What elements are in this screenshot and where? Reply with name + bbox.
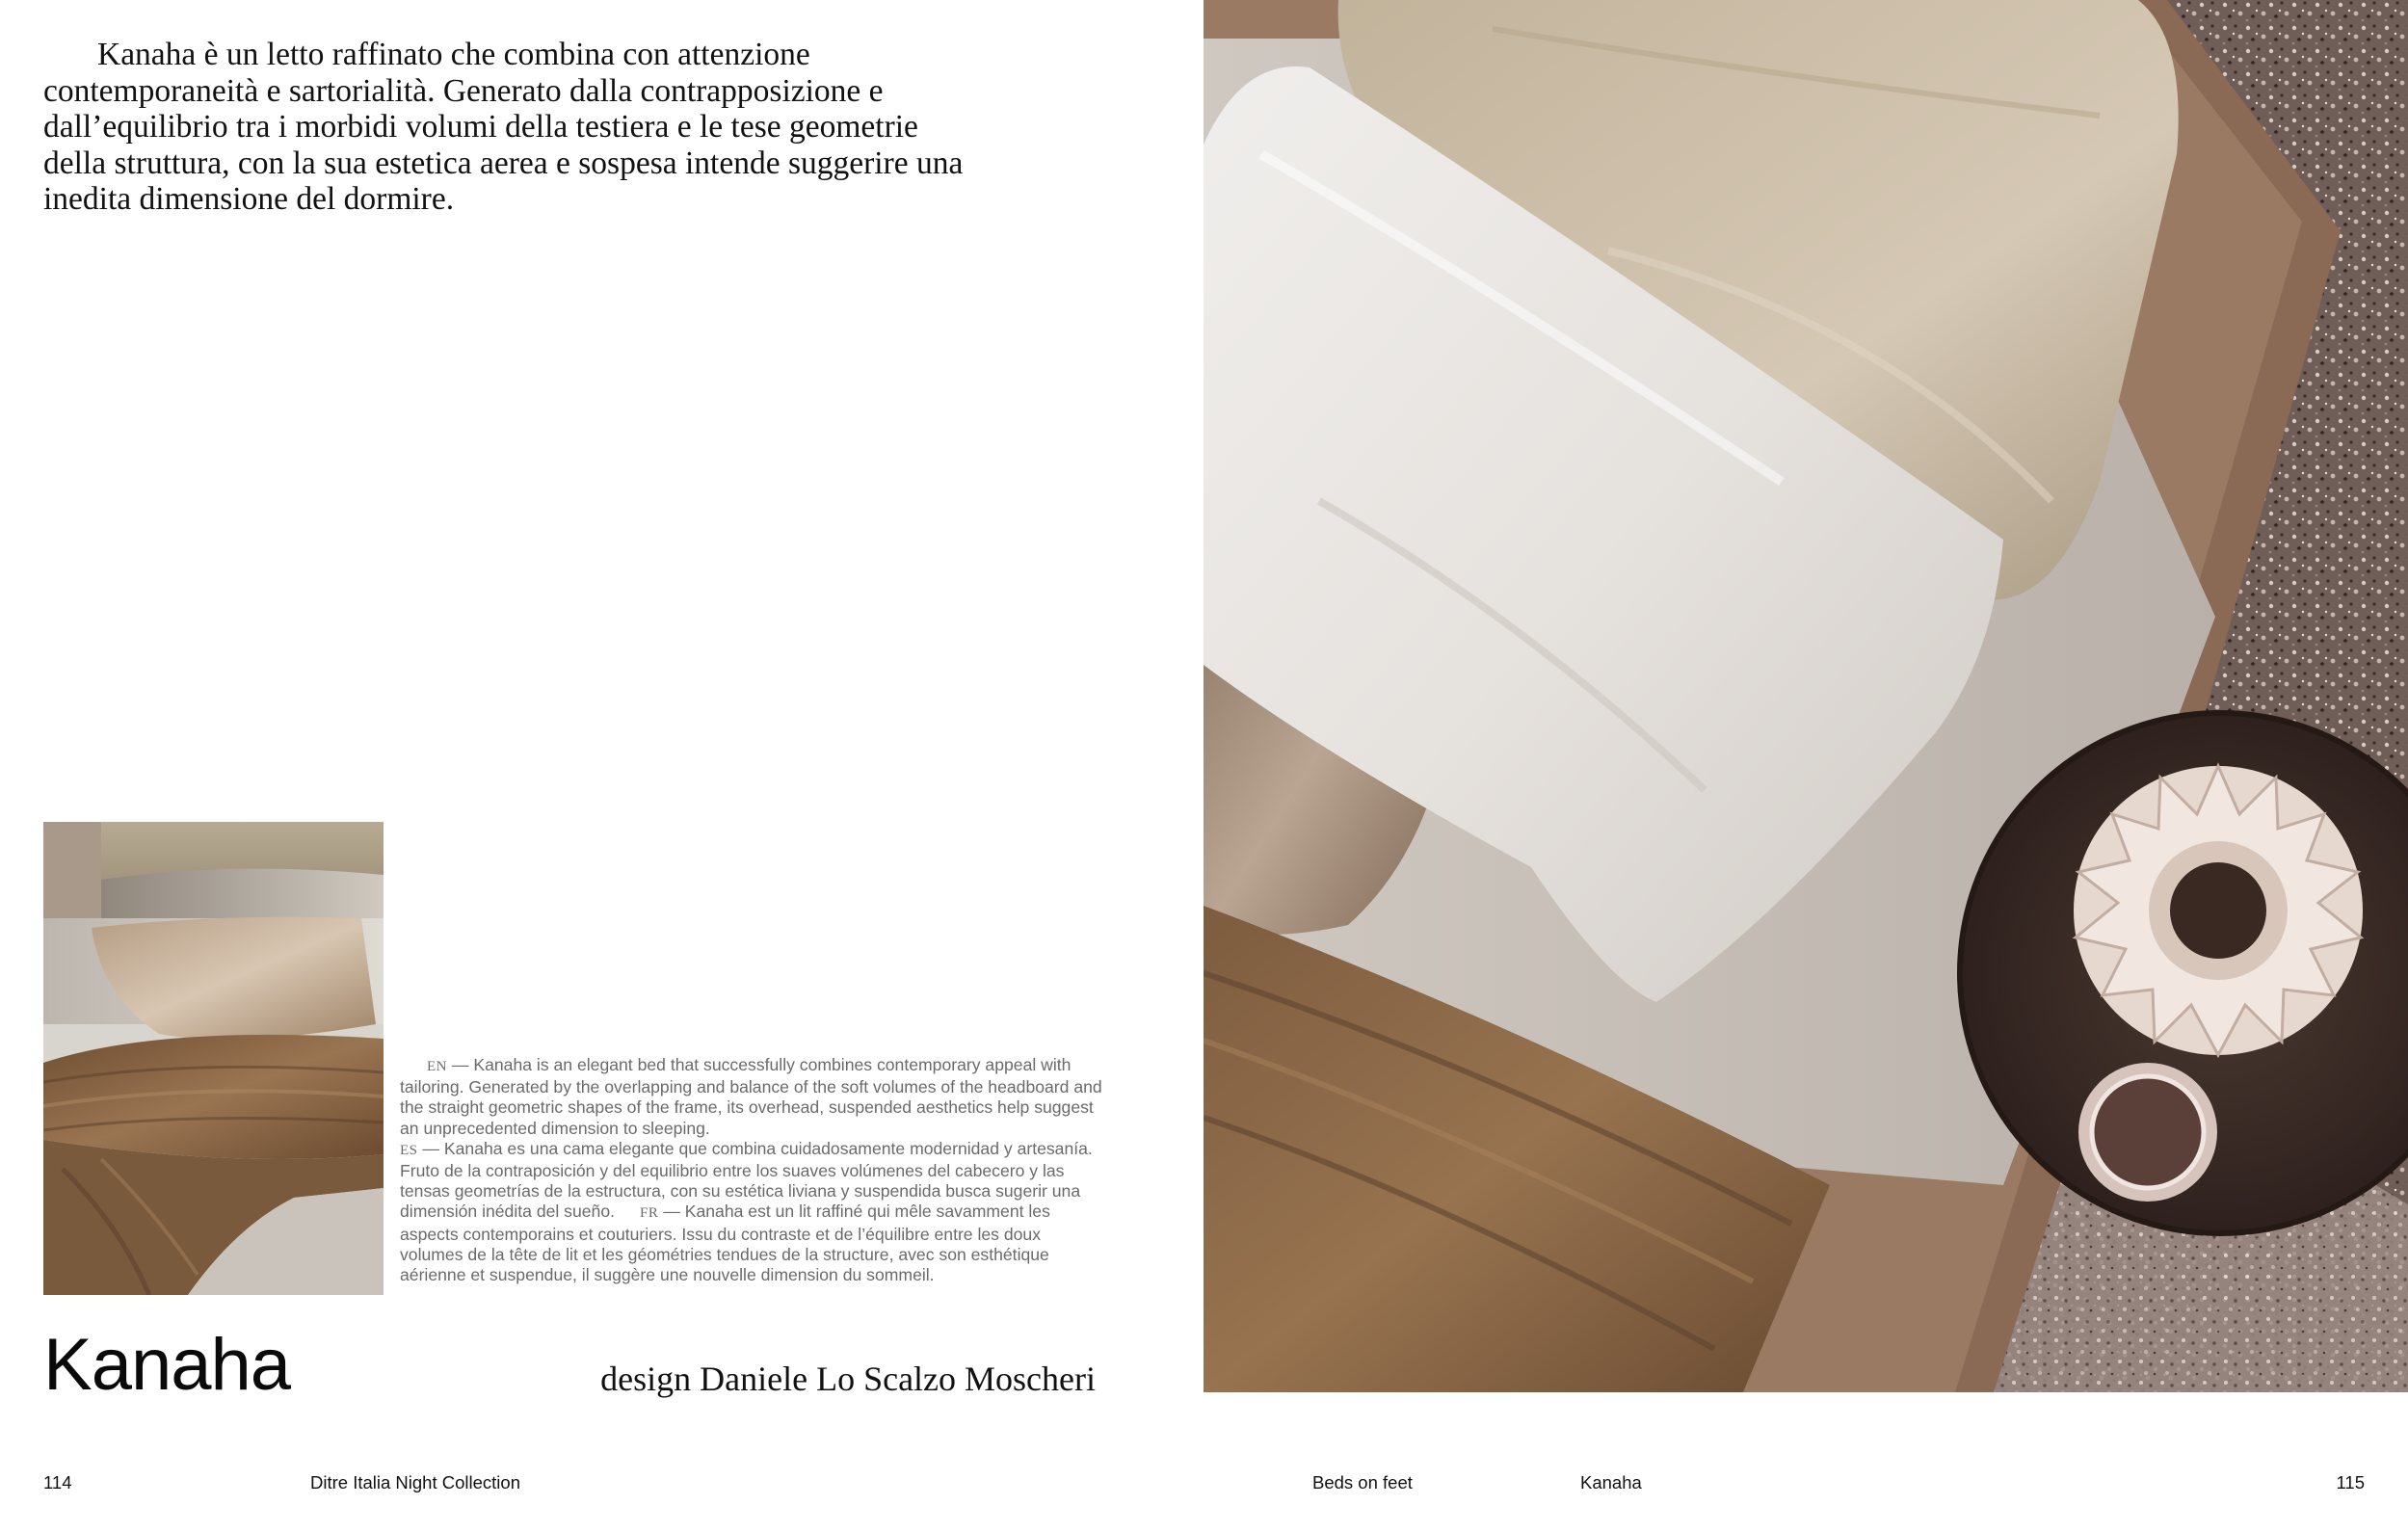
section-name: Beds on feet: [1312, 1472, 1413, 1492]
bed-detail-illustration: [43, 822, 384, 1295]
intro-paragraph: Kanaha è un letto raffinato che combina con attenzione contemporaneità e sartorialità. Generato dalla contrapposizione e dall’equilibrio tra i morbidi volumi della testiera e le tese geometrie della struttura, con la sua estetica aerea e sospesa intende suggerire una inedita dimensione del dormire.: [43, 37, 964, 217]
designer-credit: design Daniele Lo Scalzo Moscheri: [600, 1360, 1096, 1398]
description-fr: — Kanaha est un lit raffiné qui mêle savamment les aspects contemporains et couturiers. Issu du contraste et de l’équilibre entre les doux volumes de la tête de lit et les géométries tendues de la structure, avec son esthétique aérienne et suspendue, il suggère une nouvelle dimension du sommeil.: [400, 1202, 1050, 1285]
lang-tag-en: EN: [427, 1059, 447, 1074]
bed-overhead-illustration: [1204, 0, 2408, 1392]
product-title: Kanaha: [43, 1324, 291, 1406]
multilingual-description: [400, 1055, 1108, 1285]
description-en: — Kanaha is an elegant bed that successfully combines contemporary appeal with tailoring. Generated by the overlapping and balance of the soft volumes of the headboard and the straight geometric shapes of the frame, its overhead, suspended aesthetics help suggest an unprecedented dimension to sleeping.: [400, 1055, 1102, 1138]
lang-tag-es: ES: [400, 1142, 418, 1158]
collection-name: Ditre Italia Night Collection: [310, 1472, 520, 1492]
bed-detail-photo: [43, 822, 384, 1295]
bed-hero-photo: [1204, 0, 2408, 1392]
description-es: — Kanaha es una cama elegante que combina cuidadosamente modernidad y artesanía. Fruto de la contraposición y del equilibrio entre los suaves volúmenes del cabecero y las tensas geometrías de la estructura, con su estética liviana y suspendida busca sugerir una dimensión inédita del sueño.: [400, 1138, 1093, 1222]
page-number-right: 115: [2336, 1472, 2365, 1492]
lang-tag-fr: FR: [640, 1205, 659, 1222]
footer-product-name: Kanaha: [1580, 1472, 1642, 1492]
page-number-left: 114: [43, 1472, 72, 1492]
